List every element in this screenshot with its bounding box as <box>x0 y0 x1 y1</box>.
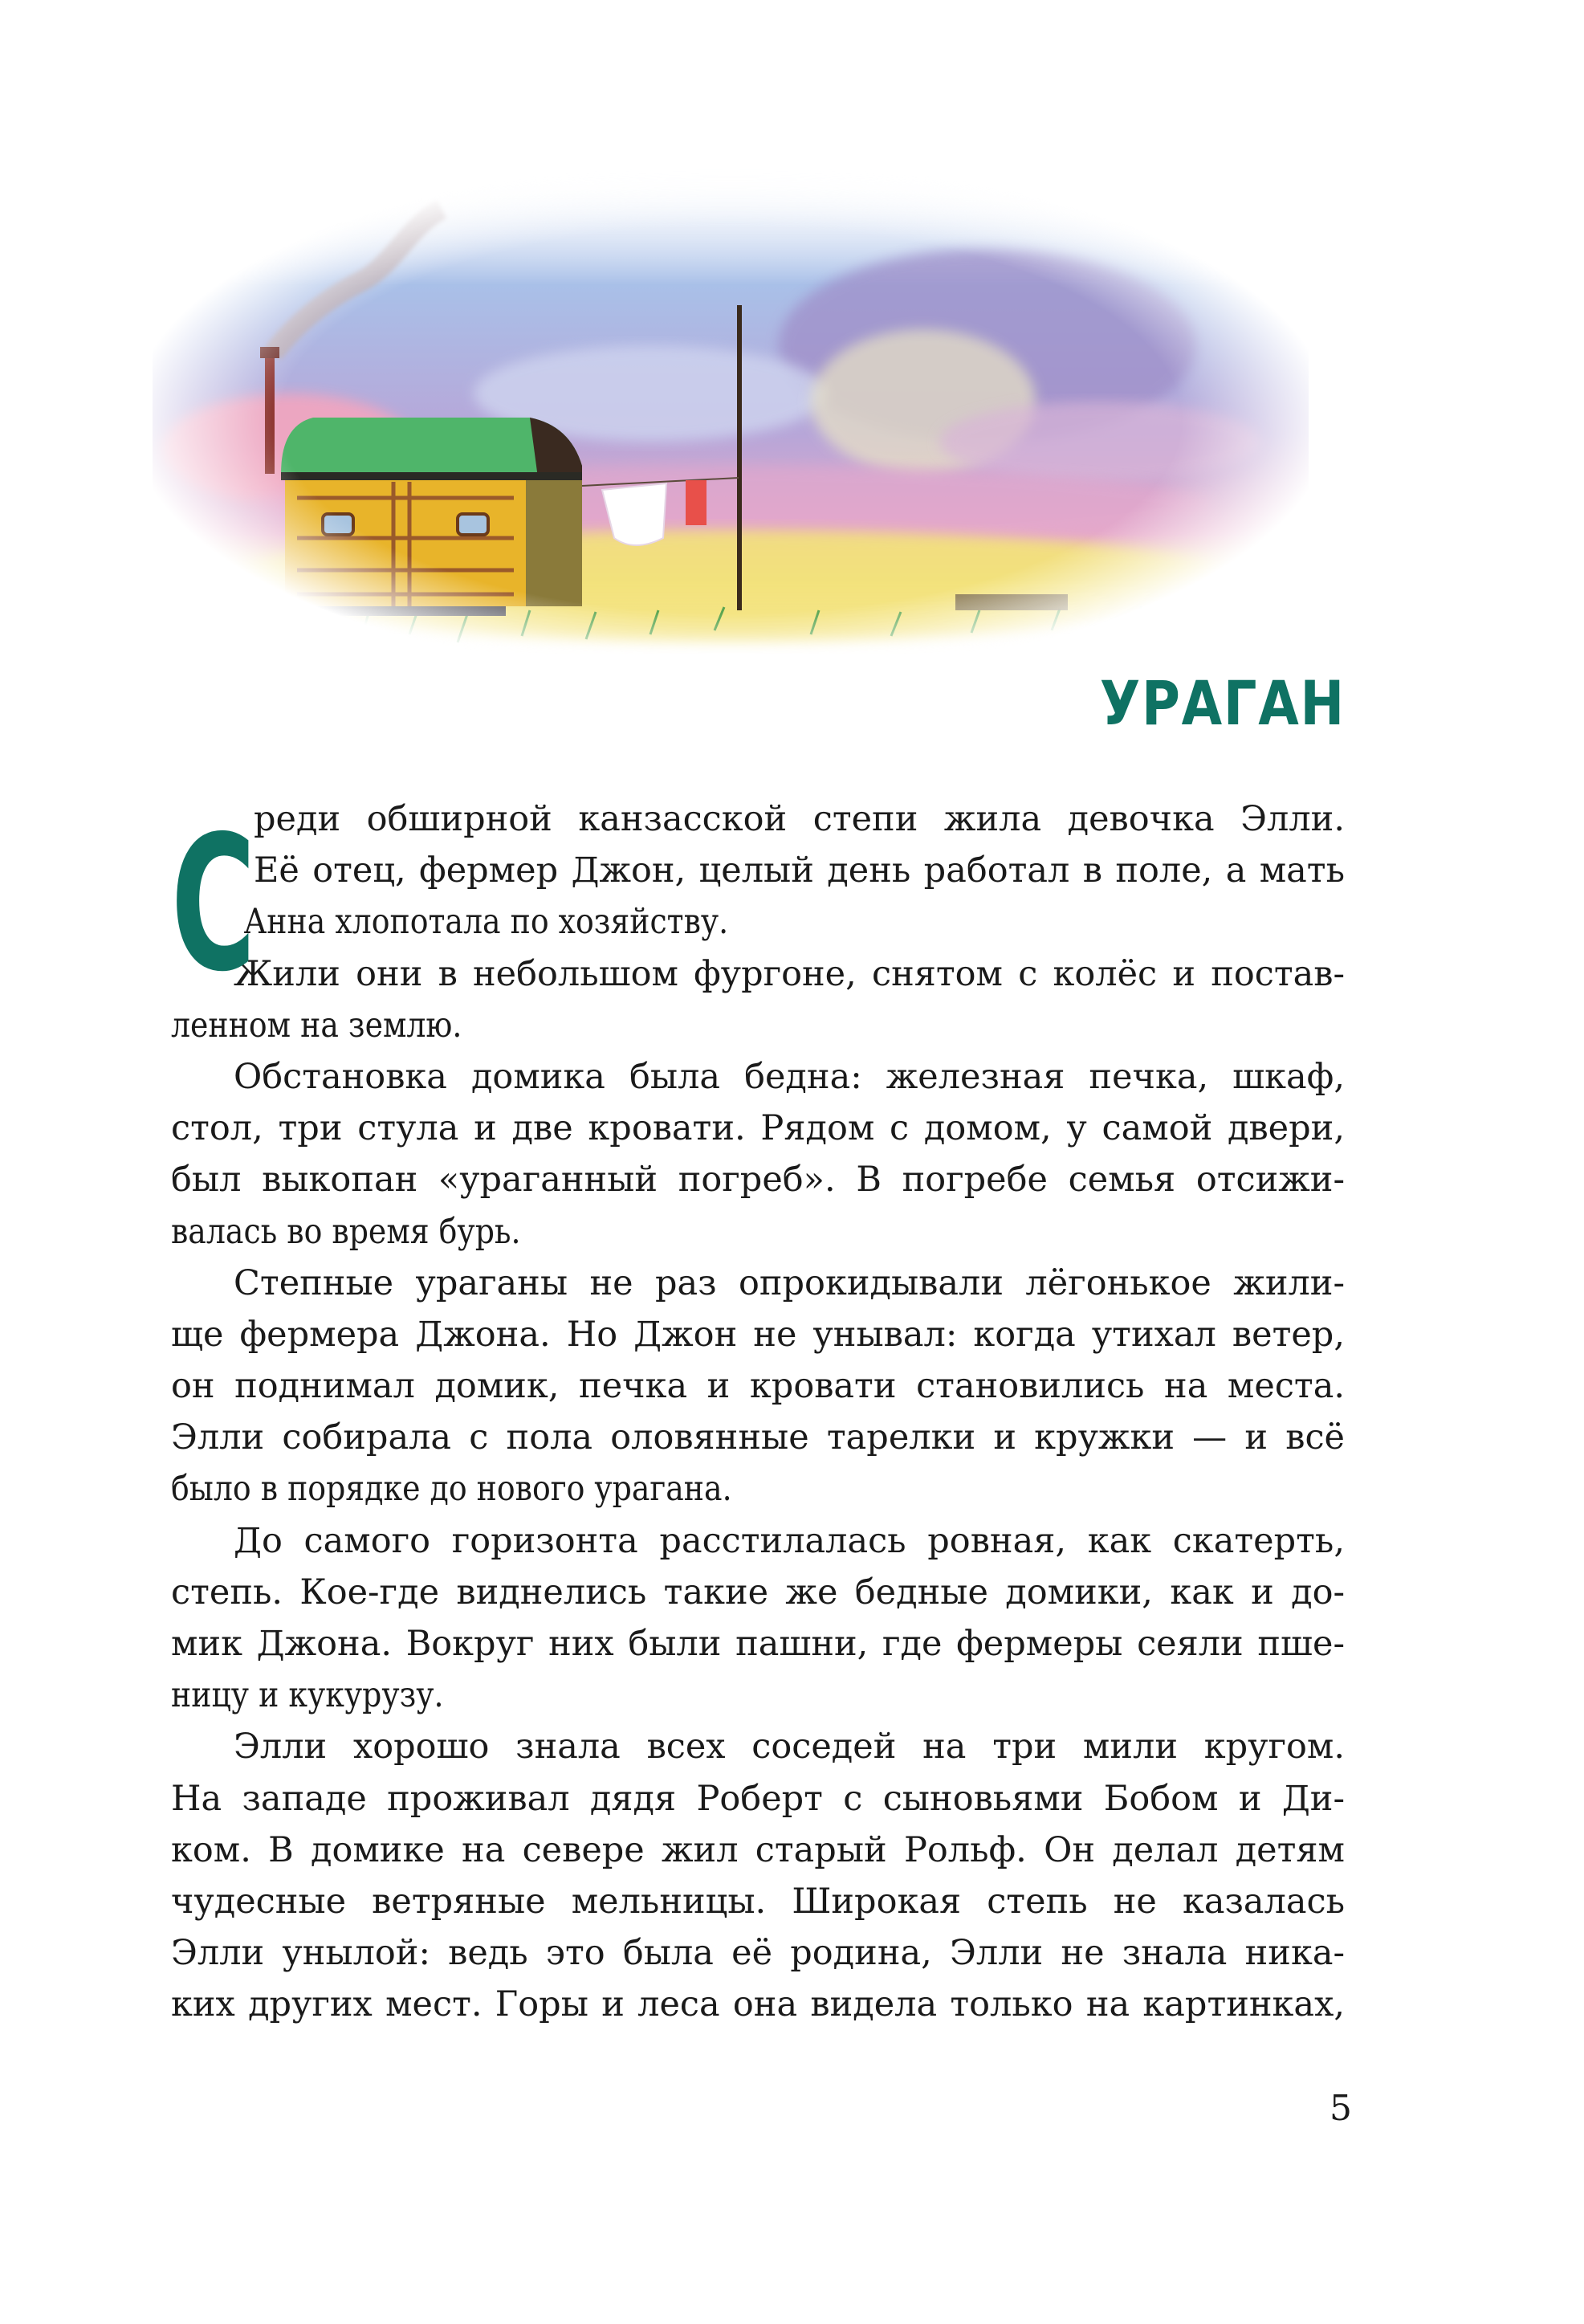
page-number: 5 <box>1330 2088 1352 2129</box>
text-line: Её отец, фермер Джон, целый день работал в поле, а мать <box>254 850 1345 891</box>
text-line: было в порядке до нового урагана. <box>171 1469 732 1510</box>
chapter-illustration <box>153 161 1309 658</box>
text-line: был выкопан «ураганный погреб». В погребе семья отсижи- <box>171 1160 1345 1201</box>
text-line: Анна хлопотала по хозяйству. <box>243 902 729 943</box>
chapter-title: УРАГАН <box>1099 667 1346 739</box>
text-line: степь. Кое-где виднелись такие же бедные домики, как и до- <box>171 1572 1345 1613</box>
text-line: До самого горизонта расстилалась ровная, как скатерть, <box>234 1520 1345 1561</box>
text-line: чудесные ветряные мельницы. Широкая степь не казалась <box>171 1881 1345 1922</box>
text-line: ком. В домике на севере жил старый Рольф. Он делал детям <box>171 1829 1345 1870</box>
drop-cap-letter: С <box>171 796 256 1013</box>
text-line: мик Джона. Вокруг них были пашни, где фермеры сеяли пше- <box>171 1624 1345 1664</box>
text-line: реди обширной канзасской степи жила девочка Элли. <box>254 799 1345 839</box>
text-line: валась во время бурь. <box>171 1211 521 1252</box>
text-line: ких других мест. Горы и леса она видела только на картинках, <box>171 1984 1345 2025</box>
text-line: Элли собирала с пола оловянные тарелки и кружки — и всё <box>171 1417 1345 1458</box>
text-line: он поднимал домик, печка и кровати становились на места. <box>171 1366 1345 1407</box>
text-line: ще фермера Джона. Но Джон не унывал: когда утихал ветер, <box>171 1314 1345 1355</box>
text-line: ленном на землю. <box>171 1005 462 1046</box>
text-line: Элли хорошо знала всех соседей на три мили кругом. <box>234 1727 1345 1767</box>
text-line: Степные ураганы не раз опрокидывали лёгонькое жили- <box>234 1262 1345 1303</box>
text-line: стол, три стула и две кровати. Рядом с домом, у самой двери, <box>171 1108 1345 1149</box>
chapter-body-text <box>171 793 1345 2031</box>
text-line: ницу и кукурузу. <box>171 1675 444 1716</box>
text-line: На западе проживал дядя Роберт с сыновьями Бобом и Ди- <box>171 1778 1345 1819</box>
text-line: Жили они в небольшом фургоне, снятом с колёс и постав- <box>234 953 1345 994</box>
text-line: Обстановка домика была бедна: железная печка, шкаф, <box>234 1056 1345 1097</box>
text-line: Элли унылой: ведь это была её родина, Элли не знала ника- <box>171 1933 1345 1974</box>
wagon-house-watercolor-image <box>153 161 1309 658</box>
